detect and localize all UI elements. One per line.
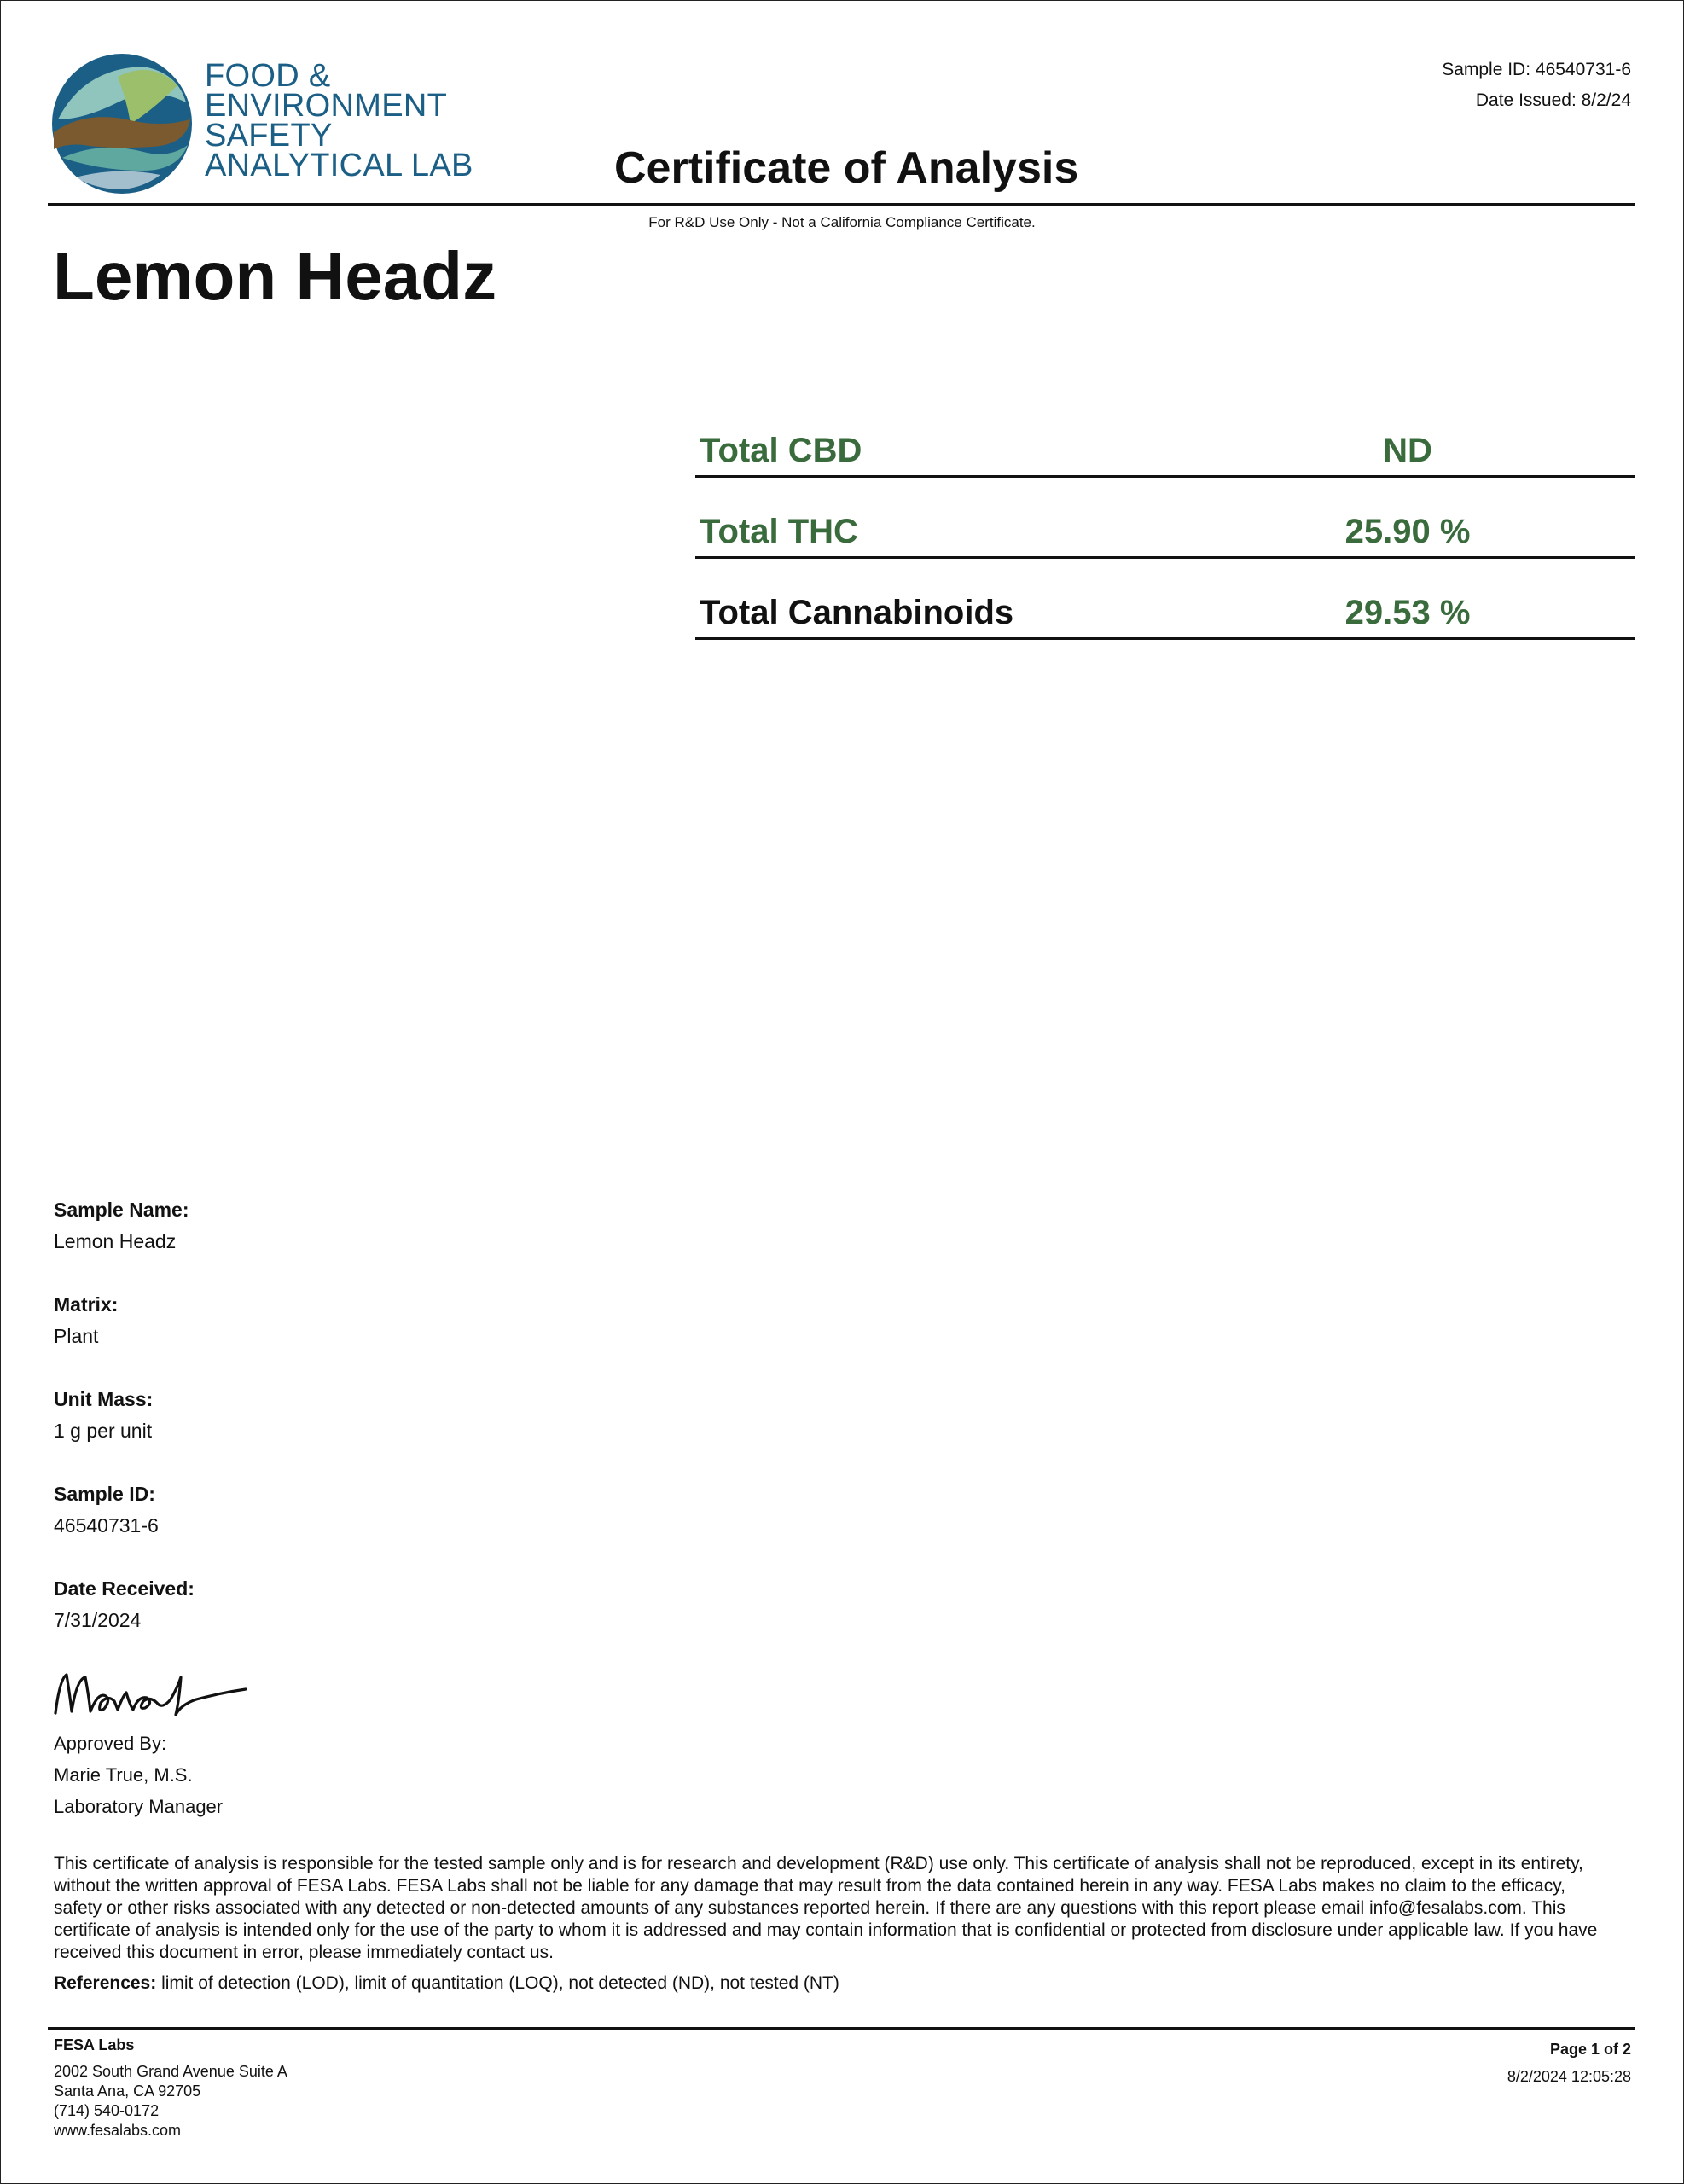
- lab-logo: [49, 51, 473, 196]
- approver-role: Laboratory Manager: [54, 1796, 224, 1817]
- date-received-field: [54, 1573, 651, 1636]
- page-number: Page 1 of 2: [1549, 2041, 1631, 2058]
- footer-lab-address: [54, 2036, 287, 2140]
- potency-row-total-cbd: [695, 399, 1635, 478]
- footer-divider: [48, 2027, 1635, 2030]
- product-title: Lemon Headz: [53, 238, 497, 314]
- potency-label: Total THC: [700, 513, 858, 550]
- potency-label: Total Cannabinoids: [700, 594, 1014, 631]
- rd-use-note: For R&D Use Only - Not a California Compliance Certificate.: [648, 214, 1036, 230]
- field-value: 7/31/2024: [54, 1609, 142, 1631]
- potency-row-total-thc: [695, 480, 1635, 559]
- unit-mass-field: [54, 1384, 651, 1447]
- lab-logo-icon: [49, 51, 195, 196]
- approver-name: Marie True, M.S.: [54, 1764, 193, 1786]
- potency-value: ND: [1383, 432, 1432, 469]
- potency-value: 25.90 %: [1344, 513, 1471, 550]
- field-label: Unit Mass:: [54, 1388, 154, 1410]
- footer-company: FESA Labs: [54, 2036, 135, 2053]
- field-value: 1 g per unit: [54, 1420, 153, 1442]
- sample-info: [54, 1194, 651, 1668]
- field-value: 46540731-6: [54, 1514, 159, 1536]
- header-sample-id: Sample ID: 46540731-6: [1442, 60, 1631, 79]
- potency-label: Total CBD: [700, 432, 862, 469]
- potency-value: 29.53 %: [1344, 594, 1471, 631]
- field-label: Date Received:: [54, 1577, 195, 1600]
- footer-address-line1: 2002 South Grand Avenue Suite A: [54, 2063, 287, 2080]
- sample-id-field: [54, 1478, 651, 1542]
- disclaimer-text: This certificate of analysis is responsible for the tested sample only and is for research and development (R&D) use only. This certificate of analysis shall not be reproduced, except in its entirety, without the written approval of FESA Labs. FESA Labs shall not be liable for any damage that may result from the data contained herein in any way. FESA Labs makes no claim to the efficacy, safety or other risks associated with any detected or non-detected amounts of any substances reported herein. If there are any questions with this report please email info@fesalabs.com. This certificate of analysis is intended only for the use of the party to whom it is addressed and may contain information that is confidential or protected from disclosure under applicable law. If you have received this document in error, please immediately contact us.: [54, 1854, 1598, 1962]
- lab-logo-text: FOOD & ENVIRONMENT SAFETY ANALYTICAL LAB: [205, 58, 473, 183]
- matrix-field: [54, 1289, 651, 1352]
- field-label: Sample Name:: [54, 1199, 189, 1221]
- potency-summary: [695, 399, 1635, 642]
- field-value: Plant: [54, 1325, 99, 1347]
- references-note: [54, 1972, 1615, 1995]
- references-label: References:: [54, 1973, 157, 1993]
- sample-name-field: [54, 1194, 651, 1258]
- field-label: Sample ID:: [54, 1483, 155, 1505]
- footer-website: www.fesalabs.com: [54, 2122, 182, 2139]
- header-divider: [48, 203, 1635, 206]
- approved-by-label: Approved By:: [54, 1733, 167, 1754]
- footer-timestamp: 8/2/2024 12:05:28: [1507, 2068, 1631, 2085]
- potency-row-total-cannabinoids: [695, 561, 1635, 640]
- field-value: Lemon Headz: [54, 1230, 177, 1252]
- footer-address-line2: Santa Ana, CA 92705: [54, 2082, 201, 2100]
- header-meta: [1442, 55, 1631, 116]
- certificate-title: Certificate of Analysis: [614, 143, 1079, 193]
- footer-phone: (714) 540-0172: [54, 2102, 160, 2119]
- header-date-issued: Date Issued: 8/2/24: [1475, 90, 1631, 110]
- footer-page-info: [1507, 2036, 1631, 2090]
- approver-signature: [51, 1662, 256, 1730]
- approval-block: [54, 1728, 223, 1822]
- references-text: limit of detection (LOD), limit of quantitation (LOQ), not detected (ND), not tested (NT): [156, 1973, 839, 1993]
- field-label: Matrix:: [54, 1293, 119, 1316]
